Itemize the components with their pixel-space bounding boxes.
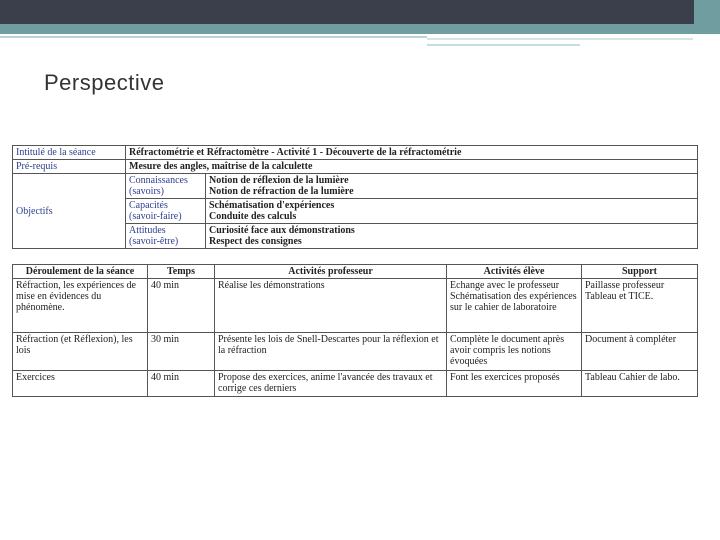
objectif-value: Notion de réflexion de la lumière <box>209 175 349 186</box>
cell-temps: 30 min <box>148 333 215 371</box>
table-row <box>13 333 698 371</box>
cell-eleve: Echange avec le professeur Schématisation des expériences sur le cahier de laboratoire <box>447 279 582 333</box>
cell-eleve: Font les exercices proposés <box>447 371 582 397</box>
cell-seance: Exercices <box>13 371 148 397</box>
objectif-value: Conduite des calculs <box>209 211 297 222</box>
objectif-value: Notion de réfraction de la lumière <box>209 186 354 197</box>
decor-line <box>427 44 580 46</box>
objectif-category-sub: (savoir-être) <box>129 236 179 247</box>
objectif-category-name: Capacités <box>129 200 168 211</box>
column-header: Activités professeur <box>215 265 447 279</box>
objectif-category <box>126 174 206 199</box>
objectif-value: Curiosité face aux démonstrations <box>209 225 355 236</box>
table-header-row <box>13 265 698 279</box>
intitule-label: Intitulé de la séance <box>13 146 126 160</box>
cell-eleve: Complète le document après avoir compris les notions évoquées <box>447 333 582 371</box>
table-row <box>13 279 698 333</box>
cell-prof: Réalise les démonstrations <box>215 279 447 333</box>
column-header: Déroulement de la séance <box>13 265 148 279</box>
cell-seance: Réfraction, les expériences de mise en évidences du phénomène. <box>13 279 148 333</box>
cell-seance: Réfraction (et Réflexion), les lois <box>13 333 148 371</box>
cell-support: Document à compléter <box>582 333 698 371</box>
objectif-category-name: Connaissances <box>129 175 188 186</box>
column-header: Temps <box>148 265 215 279</box>
cell-temps: 40 min <box>148 371 215 397</box>
table-row <box>13 160 698 174</box>
column-header: Support <box>582 265 698 279</box>
deroulement-table <box>12 264 698 397</box>
objectif-values <box>206 199 698 224</box>
objectif-value: Schématisation d'expériences <box>209 200 335 211</box>
cell-prof: Propose des exercices, anime l'avancée des travaux et corrige ces derniers <box>215 371 447 397</box>
intitule-value: Réfractométrie et Réfractomètre - Activité 1 - Découverte de la réfractométrie <box>126 146 698 160</box>
objectif-category <box>126 199 206 224</box>
decor-line <box>0 36 427 38</box>
prerequis-value: Mesure des angles, maîtrise de la calculette <box>126 160 698 174</box>
column-header: Activités élève <box>447 265 582 279</box>
objectif-category-sub: (savoir-faire) <box>129 211 182 222</box>
table-row <box>13 174 698 199</box>
prerequis-label: Pré-requis <box>13 160 126 174</box>
cell-support: Paillasse professeur Tableau et TICE. <box>582 279 698 333</box>
objectif-values <box>206 174 698 199</box>
cell-prof: Présente les lois de Snell-Descartes pour la réflexion et la réfraction <box>215 333 447 371</box>
objectif-category-name: Attitudes <box>129 225 166 236</box>
objectif-value: Respect des consignes <box>209 236 302 247</box>
table-row <box>13 371 698 397</box>
cell-support: Tableau Cahier de labo. <box>582 371 698 397</box>
slide-title: Perspective <box>44 70 165 95</box>
header-stripe <box>0 24 720 34</box>
cell-temps: 40 min <box>148 279 215 333</box>
header-accent <box>694 0 720 34</box>
table-row <box>13 146 698 160</box>
session-sheet-table <box>12 145 698 249</box>
objectif-values <box>206 224 698 249</box>
decor-line <box>427 38 693 40</box>
objectifs-label: Objectifs <box>13 174 126 249</box>
objectif-category-sub: (savoirs) <box>129 186 164 197</box>
objectif-category <box>126 224 206 249</box>
header-bar <box>0 0 720 24</box>
